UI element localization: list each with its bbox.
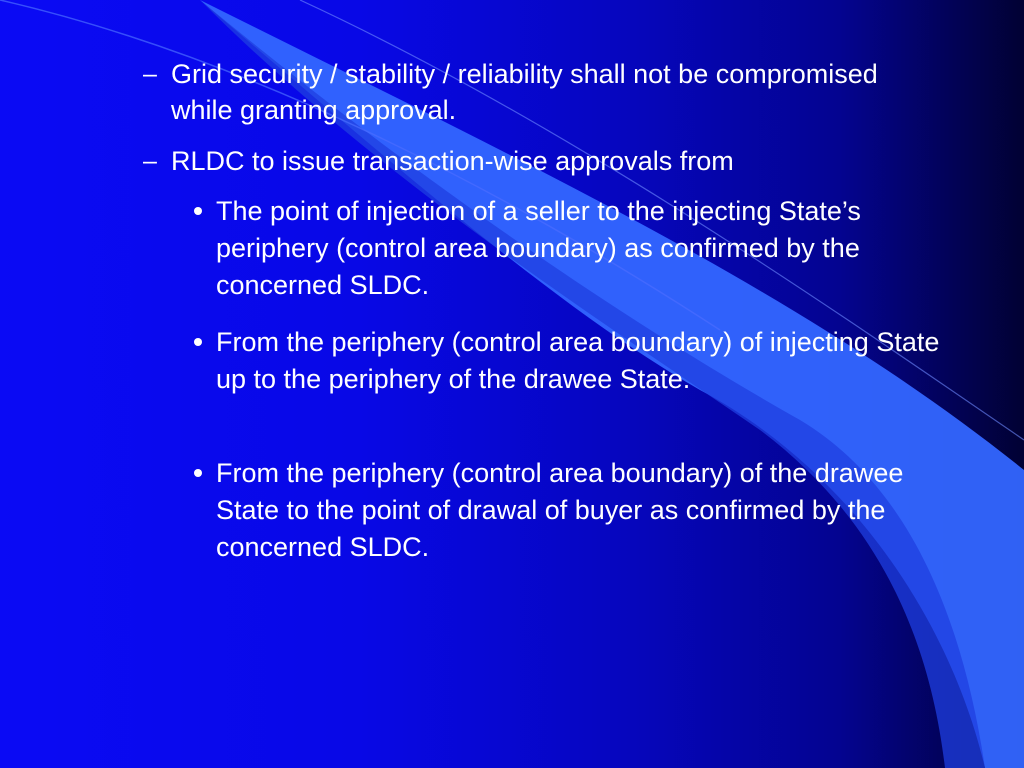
dash-item-text: Grid security / stability / reliability shall not be compromised while granting approval. [171, 59, 878, 125]
dash-bullet: – [143, 147, 157, 175]
dash-bullet: – [143, 60, 157, 88]
dash-list-item [143, 143, 931, 179]
dash-list-item [143, 56, 931, 128]
bullet-item-text: From the periphery (control area boundary) of injecting State up to the periphery of the drawee State. [216, 327, 940, 394]
round-bullet-icon [194, 338, 202, 346]
bullet-list-item [216, 193, 946, 304]
round-bullet-icon [194, 207, 202, 215]
bullet-item-text: The point of injection of a seller to the injecting State’s periphery (control area boundary) as confirmed by the concerned SLDC. [216, 196, 861, 300]
bullet-list-item [216, 455, 946, 566]
round-bullet-icon [194, 469, 202, 477]
dash-item-text: RLDC to issue transaction-wise approvals from [171, 146, 734, 176]
bullet-list-item [216, 324, 946, 398]
bullet-item-text: From the periphery (control area boundary) of the drawee State to the point of drawal of buyer as confirmed by the concerned SLDC. [216, 458, 904, 562]
